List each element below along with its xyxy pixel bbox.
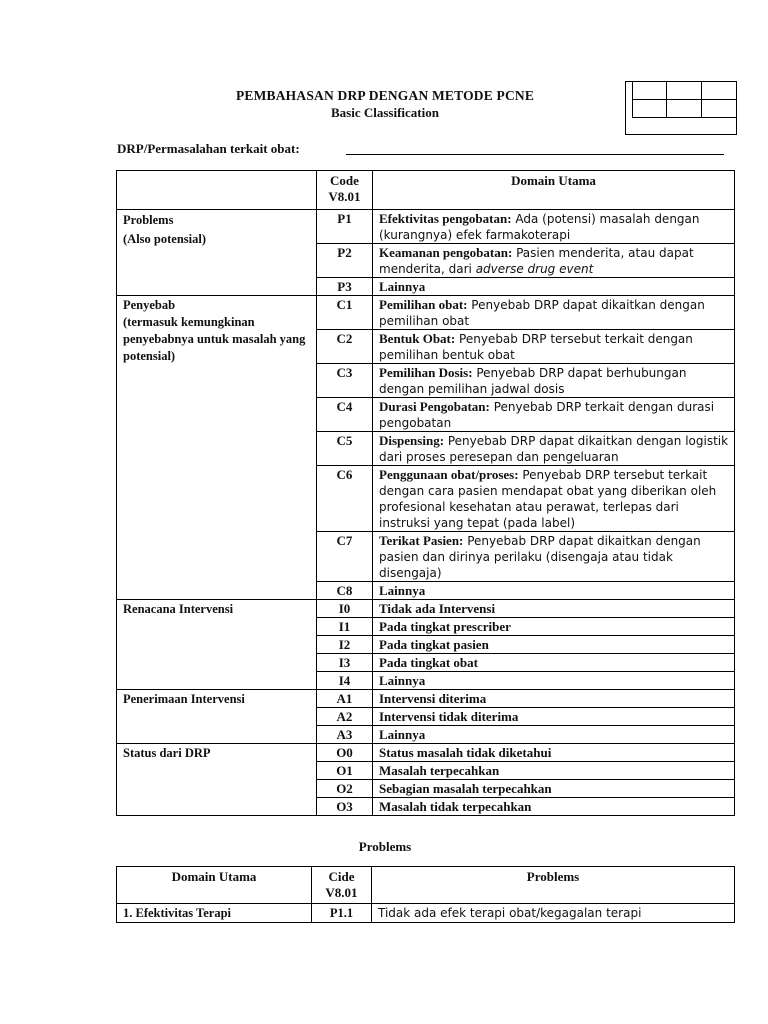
domain-description (373, 330, 735, 364)
domain-name: Lainnya (379, 279, 426, 294)
classification-row (117, 744, 735, 762)
domain-name: Masalah tidak terpecahkan (379, 799, 532, 814)
problems-table (116, 866, 735, 923)
code-cell: P3 (317, 278, 373, 296)
code-header: Code V8.01 (317, 171, 373, 210)
code-cell: I4 (317, 672, 373, 690)
document-title: PEMBAHASAN DRP DENGAN METODE PCNE (235, 88, 535, 103)
domain-description (373, 618, 735, 636)
domain-name: Durasi Pengobatan: (379, 399, 490, 414)
code-cell[interactable] (667, 82, 701, 100)
group-label: Penyebab (termasuk kemungkinan penyebabnya untuk masalah yang potensial) (117, 296, 317, 600)
classification-row (117, 600, 735, 618)
code-cell: O1 (317, 762, 373, 780)
classification-row (117, 690, 735, 708)
code-cell: O3 (317, 798, 373, 816)
domain-name: Terikat Pasien: (379, 533, 464, 548)
domain-description (373, 744, 735, 762)
domain-name: Lainnya (379, 583, 426, 598)
group-label: Renacana Intervensi (117, 600, 317, 690)
code-cell: A3 (317, 726, 373, 744)
classification-row (117, 210, 735, 244)
domain-text: Penyebab DRP tersebut terkait dengan pemilihan bentuk obat (379, 332, 693, 362)
domain-description (373, 780, 735, 798)
classification-table (116, 170, 735, 816)
domain-name: Efektivitas pengobatan: (379, 211, 512, 226)
domain-name: Pada tingkat prescriber (379, 619, 511, 634)
code-cell: I3 (317, 654, 373, 672)
domain-name: Keamanan pengobatan: (379, 245, 513, 260)
group-label: Problems (Also potensial) (117, 210, 317, 296)
domain-description (373, 532, 735, 582)
domain-description (373, 244, 735, 278)
domain-name: Dispensing: (379, 433, 445, 448)
domain-description (373, 296, 735, 330)
domain-description (373, 210, 735, 244)
domain-name: Pemilihan Dosis: (379, 365, 473, 380)
code-cell[interactable] (702, 82, 736, 100)
domain-description (373, 398, 735, 432)
problems-section-title: Problems (358, 839, 412, 854)
domain-description (373, 762, 735, 780)
domain-name: Pemilihan obat: (379, 297, 468, 312)
domain-name: Penggunaan obat/proses: (379, 467, 519, 482)
domain-name: Pada tingkat obat (379, 655, 478, 670)
domain-text: Penyebab DRP terkait dengan durasi pengobatan (379, 400, 715, 430)
domain-text: Pasien menderita, atau dapat menderita, dari (379, 246, 694, 276)
code-cell[interactable] (633, 100, 667, 118)
domain-description (373, 690, 735, 708)
code-cell: C7 (317, 532, 373, 582)
domain-name: Status masalah tidak diketahui (379, 745, 552, 760)
problem-text: Tidak ada efek terapi obat/kegagalan terapi (372, 904, 735, 923)
classification-row (117, 296, 735, 330)
empty-header-cell (117, 171, 317, 210)
domain-description (373, 654, 735, 672)
code-box-grid (632, 82, 736, 118)
code-cell: C2 (317, 330, 373, 364)
domain-name: Sebagian masalah terpecahkan (379, 781, 552, 796)
problems-row (117, 904, 735, 923)
problems-problems-header: Problems (372, 867, 735, 904)
code-cell: C6 (317, 466, 373, 532)
domain-text: Penyebab DRP dapat dikaitkan dengan logistik dari proses peresepan dan pengeluaran (379, 434, 729, 464)
domain-name: Lainnya (379, 727, 426, 742)
problems-code-header: Cide V8.01 (312, 867, 372, 904)
code-cell: P2 (317, 244, 373, 278)
patient-code-box[interactable] (625, 81, 737, 135)
problems-domain-header: Domain Utama (117, 867, 312, 904)
domain-description (373, 466, 735, 532)
domain-description (373, 364, 735, 398)
domain-description (373, 798, 735, 816)
code-cell: O2 (317, 780, 373, 798)
problem-code: P1.1 (312, 904, 372, 923)
domain-name: Lainnya (379, 673, 426, 688)
drp-problem-fill-line[interactable] (346, 154, 724, 155)
code-cell: C1 (317, 296, 373, 330)
code-cell: I1 (317, 618, 373, 636)
domain-name: Bentuk Obat: (379, 331, 456, 346)
code-cell[interactable] (633, 82, 667, 100)
domain-description (373, 672, 735, 690)
code-cell: P1 (317, 210, 373, 244)
domain-name: Masalah terpecahkan (379, 763, 500, 778)
code-cell: O0 (317, 744, 373, 762)
code-cell: C4 (317, 398, 373, 432)
domain-description (373, 708, 735, 726)
domain-description (373, 636, 735, 654)
domain-description (373, 278, 735, 296)
document-subtitle: Basic Classification (331, 105, 439, 120)
domain-text: Penyebab DRP dapat dikaitkan dengan pemilihan obat (379, 298, 705, 328)
code-cell: C3 (317, 364, 373, 398)
code-cell[interactable] (702, 100, 736, 118)
domain-description (373, 726, 735, 744)
code-cell[interactable] (667, 100, 701, 118)
domain-text: Penyebab DRP dapat dikaitkan dengan pasien dan dirinya perilaku (disengaja atau tidak disengaja) (379, 534, 701, 580)
domain-description (373, 582, 735, 600)
domain-header: Domain Utama (373, 171, 735, 210)
code-cell: C5 (317, 432, 373, 466)
domain-italic-text: adverse drug event (475, 262, 594, 276)
domain-text: Penyebab DRP dapat berhubungan dengan pemilihan jadwal dosis (379, 366, 687, 396)
domain-name: Intervensi tidak diterima (379, 709, 519, 724)
domain-text: Ada (potensi) masalah dengan (kurangnya) efek farmakoterapi (379, 212, 700, 242)
code-cell: A2 (317, 708, 373, 726)
domain-name: Tidak ada Intervensi (379, 601, 496, 616)
domain-description (373, 432, 735, 466)
code-cell: A1 (317, 690, 373, 708)
problems-header-row (117, 867, 735, 904)
domain-text: Penyebab DRP tersebut terkait dengan cara pasien mendapat obat yang diberikan oleh profesional kesehatan atau perawat, terlepas dari instruksi yang tepat (pada label) (379, 468, 717, 530)
domain-name: Intervensi diterima (379, 691, 487, 706)
domain-description (373, 600, 735, 618)
drp-problem-label: DRP/Permasalahan terkait obat: (117, 141, 300, 156)
group-label: Status dari DRP (117, 744, 317, 816)
code-cell: C8 (317, 582, 373, 600)
code-cell: I2 (317, 636, 373, 654)
classification-header-row (117, 171, 735, 210)
problem-domain: 1. Efektivitas Terapi (117, 904, 312, 923)
group-label: Penerimaan Intervensi (117, 690, 317, 744)
domain-name: Pada tingkat pasien (379, 637, 489, 652)
code-cell: I0 (317, 600, 373, 618)
